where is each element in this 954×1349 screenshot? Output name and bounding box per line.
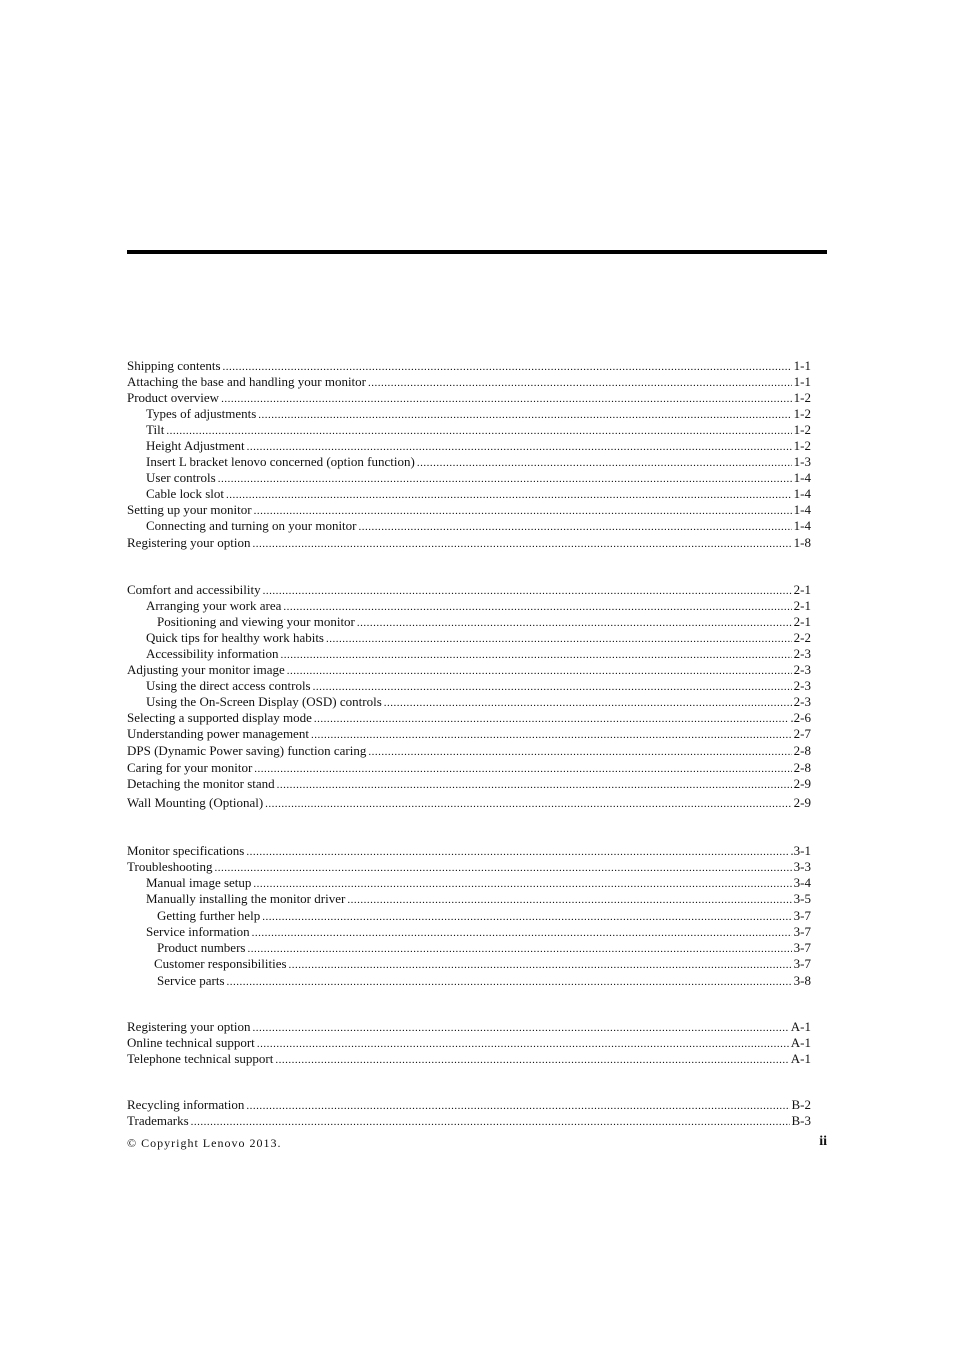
toc-entry-page: 2-7 bbox=[793, 726, 811, 741]
toc-entry-page: 3-7 bbox=[793, 908, 811, 923]
dot-leader bbox=[252, 925, 792, 941]
toc-entry-page: 1-4 bbox=[793, 502, 811, 517]
toc-entry-title: Trademarks bbox=[127, 1113, 189, 1128]
toc-entry-title: Troubleshooting bbox=[127, 859, 213, 874]
toc-entry-page: 1-1 bbox=[793, 358, 811, 373]
toc-entry-title: Registering your option bbox=[127, 535, 251, 550]
toc-entry[interactable] bbox=[127, 795, 811, 811]
dot-leader bbox=[254, 761, 791, 777]
toc-entry[interactable] bbox=[127, 358, 811, 374]
toc-entry-page: 3-7 bbox=[793, 924, 811, 939]
toc-entry-title: Manually installing the monitor driver bbox=[146, 891, 346, 906]
toc-entry-page: B-3 bbox=[791, 1113, 811, 1128]
toc-entry[interactable] bbox=[127, 1097, 811, 1113]
dot-leader bbox=[281, 647, 792, 663]
toc-entry-page: 2-2 bbox=[793, 630, 811, 645]
toc-entry[interactable] bbox=[127, 891, 811, 907]
toc-entry-page: 1-4 bbox=[793, 518, 811, 533]
dot-leader bbox=[368, 375, 792, 391]
toc-entry-title: Attaching the base and handling your monitor bbox=[127, 374, 367, 389]
toc-entry[interactable] bbox=[127, 518, 811, 534]
dot-leader bbox=[253, 876, 791, 892]
dot-leader bbox=[283, 599, 791, 615]
dot-leader bbox=[277, 777, 792, 793]
toc-entry[interactable] bbox=[127, 776, 811, 792]
toc-entry-title: Understanding power management bbox=[127, 726, 309, 741]
toc-entry-title: Setting up your monitor bbox=[127, 502, 252, 517]
toc-entry[interactable] bbox=[127, 646, 811, 662]
dot-leader bbox=[254, 503, 792, 519]
toc-entry[interactable] bbox=[127, 743, 811, 759]
toc-entry-page: 2-9 bbox=[793, 795, 811, 810]
dot-leader bbox=[226, 487, 792, 503]
toc-entry[interactable] bbox=[127, 1035, 811, 1051]
toc-entry[interactable] bbox=[127, 843, 811, 859]
dot-leader bbox=[368, 744, 791, 760]
toc-entry-page: 2-1 bbox=[793, 598, 811, 613]
toc-entry[interactable] bbox=[127, 875, 811, 891]
toc-entry-page: 1-2 bbox=[793, 406, 811, 421]
dot-leader bbox=[265, 796, 791, 812]
toc-entry[interactable] bbox=[127, 973, 811, 989]
dot-leader bbox=[347, 892, 791, 908]
toc-entry[interactable] bbox=[127, 422, 811, 438]
toc-entry-title: Detaching the monitor stand bbox=[127, 776, 275, 791]
toc-entry-page: 1-2 bbox=[793, 390, 811, 405]
dot-leader bbox=[223, 359, 792, 375]
dot-leader bbox=[214, 860, 791, 876]
toc-entry-page: 1-4 bbox=[793, 486, 811, 501]
toc-entry[interactable] bbox=[127, 582, 811, 598]
toc-entry[interactable] bbox=[127, 1019, 811, 1035]
dot-leader bbox=[218, 471, 792, 487]
dot-leader bbox=[384, 695, 792, 711]
toc-entry-title: Service parts bbox=[157, 973, 225, 988]
toc-entry-page: 2-3 bbox=[793, 662, 811, 677]
toc-entry-page: 2-1 bbox=[793, 582, 811, 597]
toc-entry[interactable] bbox=[127, 406, 811, 422]
dot-leader bbox=[258, 407, 791, 423]
toc-entry-title: Product overview bbox=[127, 390, 220, 405]
toc-entry-page: .3-1 bbox=[790, 843, 811, 858]
toc-entry-page: 2-9 bbox=[793, 776, 811, 791]
toc-entry-title: Connecting and turning on your monitor bbox=[146, 518, 357, 533]
toc-entry-title: DPS (Dynamic Power saving) function caring bbox=[127, 743, 367, 758]
dot-leader bbox=[313, 679, 792, 695]
toc-entry-title: Telephone technical support bbox=[127, 1051, 274, 1066]
toc-entry-title: Caring for your monitor bbox=[127, 760, 253, 775]
toc-entry-title: Adjusting your monitor image bbox=[127, 662, 285, 677]
toc-entry-page: 3-5 bbox=[793, 891, 811, 906]
toc-entry-title: Positioning and viewing your monitor bbox=[157, 614, 355, 629]
toc-entry-page: 2-3 bbox=[793, 646, 811, 661]
toc-entry-title: Getting further help bbox=[157, 908, 261, 923]
toc-entry-title: Height Adjustment bbox=[146, 438, 245, 453]
toc-entry-title: Selecting a supported display mode bbox=[127, 710, 312, 725]
toc-entry-page: 2-8 bbox=[793, 743, 811, 758]
dot-leader bbox=[246, 844, 788, 860]
toc-entry[interactable] bbox=[127, 924, 811, 940]
dot-leader bbox=[166, 423, 791, 439]
title-rule bbox=[127, 250, 827, 254]
toc-entry[interactable] bbox=[127, 859, 811, 875]
toc-entry-title: Customer responsibilities bbox=[154, 956, 287, 971]
toc-entry-page: 3-4 bbox=[793, 875, 811, 890]
page-number: ii bbox=[819, 1134, 827, 1149]
toc-entry-page: 2-8 bbox=[793, 760, 811, 775]
toc-entry[interactable] bbox=[127, 630, 811, 646]
toc-entry[interactable] bbox=[127, 374, 811, 390]
toc-entry-page: 1-1 bbox=[793, 374, 811, 389]
dot-leader bbox=[247, 439, 792, 455]
toc-entry-title: Registering your option bbox=[127, 1019, 251, 1034]
toc-entry[interactable] bbox=[127, 438, 811, 454]
toc-entry[interactable] bbox=[127, 710, 811, 726]
toc-entry[interactable] bbox=[127, 502, 811, 518]
dot-leader bbox=[359, 519, 792, 535]
toc-entry[interactable] bbox=[127, 694, 811, 710]
dot-leader bbox=[227, 974, 792, 990]
toc-entry[interactable] bbox=[127, 470, 811, 486]
toc-entry-title: Manual image setup bbox=[146, 875, 252, 890]
dot-leader bbox=[246, 1098, 789, 1114]
dot-leader bbox=[417, 455, 792, 471]
dot-leader bbox=[287, 663, 792, 679]
toc-entry-page: 3-7 bbox=[793, 956, 811, 971]
toc-entry-page: 1-2 bbox=[793, 438, 811, 453]
toc-entry[interactable] bbox=[127, 956, 811, 972]
toc-entry[interactable] bbox=[127, 486, 811, 502]
dot-leader bbox=[191, 1114, 790, 1130]
toc-entry-page: 3-3 bbox=[793, 859, 811, 874]
toc-entry-page: 2-3 bbox=[793, 678, 811, 693]
dot-leader bbox=[326, 631, 792, 647]
toc-entry[interactable] bbox=[127, 598, 811, 614]
toc-entry-title: Using the On-Screen Display (OSD) controls bbox=[146, 694, 382, 709]
toc-entry-title: Using the direct access controls bbox=[146, 678, 311, 693]
toc-entry-page: A-1 bbox=[790, 1051, 811, 1066]
toc-entry-page: 1-8 bbox=[793, 535, 811, 550]
toc-entry[interactable] bbox=[127, 726, 811, 742]
toc-entry-title: Recycling information bbox=[127, 1097, 245, 1112]
toc-entry[interactable] bbox=[127, 760, 811, 776]
toc-entry-page: B-2 bbox=[791, 1097, 811, 1112]
toc-entry-page: 2-3 bbox=[793, 694, 811, 709]
dot-leader bbox=[275, 1052, 788, 1068]
toc-entry-page: 1-2 bbox=[793, 422, 811, 437]
copyright-notice: © Copyright Lenovo 2013. bbox=[127, 1136, 282, 1150]
dot-leader bbox=[263, 583, 792, 599]
toc-entry-title: Cable lock slot bbox=[146, 486, 224, 501]
toc-entry-page: 1-4 bbox=[793, 470, 811, 485]
toc-entry-page: A-1 bbox=[790, 1019, 811, 1034]
toc-entry[interactable] bbox=[127, 1113, 811, 1129]
toc-entry[interactable] bbox=[127, 678, 811, 694]
toc-entry-title: Online technical support bbox=[127, 1035, 255, 1050]
toc-entry[interactable] bbox=[127, 908, 811, 924]
toc-entry-title: Insert L bracket lenovo concerned (option function) bbox=[146, 454, 415, 469]
dot-leader bbox=[221, 391, 792, 407]
toc-entry-title: User controls bbox=[146, 470, 216, 485]
dot-leader bbox=[289, 957, 792, 973]
toc-entry-page: 2-1 bbox=[793, 614, 811, 629]
toc-entry-title: Accessibility information bbox=[146, 646, 279, 661]
toc-entry[interactable] bbox=[127, 454, 811, 470]
toc-entry-page: 3-8 bbox=[793, 973, 811, 988]
toc-entry-page: A-1 bbox=[790, 1035, 811, 1050]
toc-entry[interactable] bbox=[127, 662, 811, 678]
toc-entry[interactable] bbox=[127, 390, 811, 406]
dot-leader bbox=[314, 711, 789, 727]
dot-leader bbox=[357, 615, 792, 631]
dot-leader bbox=[247, 941, 791, 957]
toc-entry-title: Wall Mounting (Optional) bbox=[127, 795, 264, 810]
toc-entry-title: Comfort and accessibility bbox=[127, 582, 261, 597]
dot-leader bbox=[257, 1036, 789, 1052]
toc-entry-title: Product numbers bbox=[157, 940, 246, 955]
dot-leader bbox=[262, 909, 791, 925]
dot-leader bbox=[253, 536, 792, 552]
toc-entry[interactable] bbox=[127, 535, 811, 551]
toc-entry-title: Service information bbox=[146, 924, 250, 939]
toc-entry[interactable] bbox=[127, 614, 811, 630]
dot-leader bbox=[253, 1020, 789, 1036]
toc-entry-page: 3-7 bbox=[793, 940, 811, 955]
toc-entry-title: Types of adjustments bbox=[146, 406, 257, 421]
toc-entry[interactable] bbox=[127, 1051, 811, 1067]
toc-entry-page: .2-6 bbox=[790, 710, 811, 725]
toc-entry-title: Tilt bbox=[146, 422, 165, 437]
toc-entry-page: 1-3 bbox=[793, 454, 811, 469]
dot-leader bbox=[311, 727, 792, 743]
toc-entry[interactable] bbox=[127, 940, 811, 956]
toc-entry-title: Shipping contents bbox=[127, 358, 221, 373]
toc-entry-title: Arranging your work area bbox=[146, 598, 282, 613]
toc-entry-title: Monitor specifications bbox=[127, 843, 245, 858]
toc-entry-title: Quick tips for healthy work habits bbox=[146, 630, 324, 645]
